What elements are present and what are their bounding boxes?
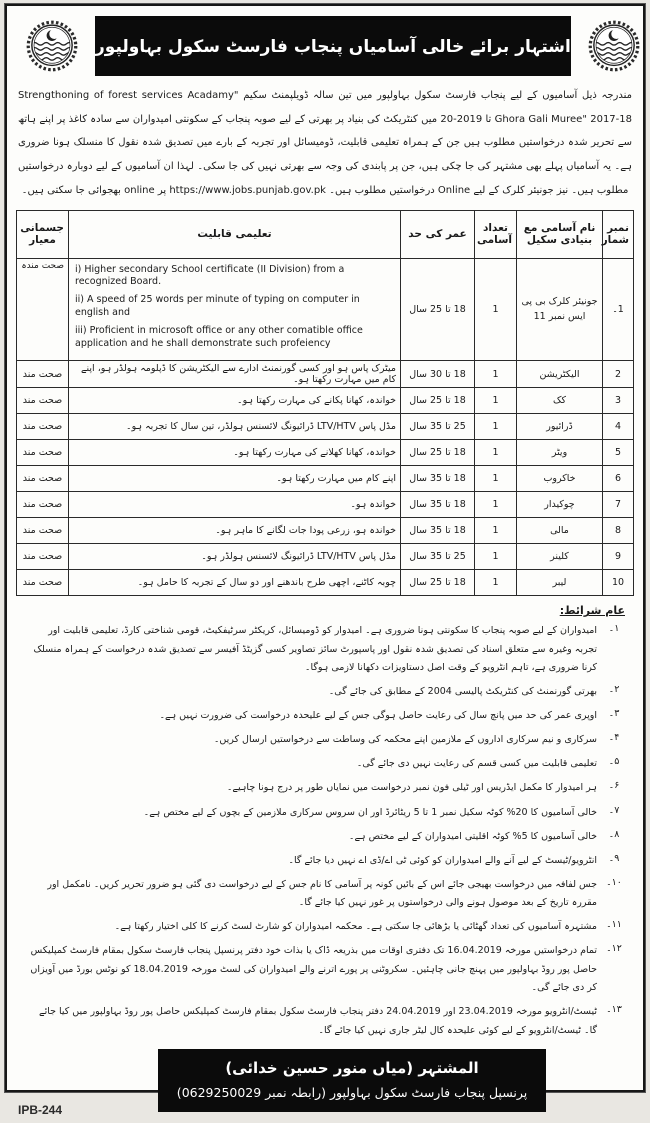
condition-text: جس لفافہ میں درخواست بھیجی جائے اس کے بائیں کونہ پر آسامی کا نام جس کے لیے درخواست دی گئی ہو ضرور تحریر کریں۔ نامکمل اور مقررہ تاریخ کے بعد موصول ہونے والی درخواستوں پر غور نہیں کیا جائے گا۔ bbox=[47, 878, 597, 909]
condition-number: ۲۔ bbox=[608, 684, 620, 696]
intro-paragraph bbox=[16, 84, 634, 203]
qualification-cell: خواندہ ہو۔ bbox=[69, 492, 401, 518]
advertisement-page bbox=[5, 4, 645, 1118]
table-row bbox=[17, 570, 634, 596]
condition-number: ۷۔ bbox=[608, 804, 620, 816]
qualification-line: ii) A speed of 25 words per minute of typing on computer in english and bbox=[75, 294, 360, 318]
advertiser-box bbox=[158, 1049, 546, 1112]
condition-item bbox=[19, 731, 631, 750]
serial-cell: 10 bbox=[603, 570, 634, 596]
table-header-row bbox=[17, 210, 634, 258]
condition-item bbox=[19, 779, 631, 798]
count-cell: 1 bbox=[475, 544, 517, 570]
physical-cell: صحت مند bbox=[17, 570, 69, 596]
age-cell: 18 تا 30 سال bbox=[401, 361, 475, 388]
post-cell: جونیئر کلرک بی پی ایس نمبر 11 bbox=[517, 258, 603, 361]
post-cell: الیکٹریشن bbox=[517, 361, 603, 388]
physical-cell: صحت مند bbox=[17, 440, 69, 466]
serial-cell: 5 bbox=[603, 440, 634, 466]
condition-item bbox=[19, 918, 631, 937]
advertiser-name: المشتہر (میاں منور حسین خدائی) bbox=[225, 1059, 479, 1078]
condition-text: سرکاری و نیم سرکاری اداروں کے ملازمین اپنے محکمہ کی وساطت سے درخواستیں ارسال کریں۔ bbox=[213, 734, 597, 746]
condition-number: ۸۔ bbox=[608, 828, 620, 840]
post-cell: خاکروب bbox=[517, 466, 603, 492]
intro-text: مندرجہ ذیل آسامیوں کے لیے پنجاب فارسٹ سکول بہاولپور میں تین سالہ ڈویلپمنٹ سکیم "Strengthoning of forest services Acadamy Ghora Gali Muree" 2017-18 تا 2019-20 میں کنٹریکٹ کی بنیاد پر بھرتی کے لیے صوبہ پنجاب کے سکونتی امیدواران سے سادہ کاغذ پر اپنے ہاتھ سے تحریر شدہ درخواستیں مطلوب ہیں جن کے ہمراہ تعلیمی قابلیت، ڈومیسائل اور تجربہ کے بارے میں تصدیق شدہ نقول کا منسلک ہونا ضروری ہے۔ یہ آسامیاں پہلے بھی مشتہر کی جا چکی ہیں، جن پر پابندی کی وجہ سے بھرتی نہیں کی جا سکی۔ لہذا ان آسامیوں کے لیے دوبارہ درخواستیں bbox=[18, 90, 633, 172]
post-cell: لیبر bbox=[517, 570, 603, 596]
qualification-cell: مڈل پاس LTV/HTV ڈرائیونگ لائسنس ہولڈر، تین سال کا تجربہ ہو۔ bbox=[69, 414, 401, 440]
age-cell: 18 تا 25 سال bbox=[401, 388, 475, 414]
header bbox=[16, 14, 634, 78]
serial-cell: 6 bbox=[603, 466, 634, 492]
qualification-cell: چوبہ کاٹنے، اچھی طرح باندھنے اور دو سال کے تجربہ کا حامل ہو۔ bbox=[69, 570, 401, 596]
count-cell: 1 bbox=[475, 570, 517, 596]
condition-item bbox=[19, 942, 631, 998]
physical-cell: صحت مند bbox=[17, 518, 69, 544]
age-cell: 18 تا 35 سال bbox=[401, 518, 475, 544]
condition-item bbox=[19, 1003, 631, 1040]
serial-cell: 8 bbox=[603, 518, 634, 544]
table-row bbox=[17, 544, 634, 570]
table-row bbox=[17, 440, 634, 466]
condition-text: تمام درخواستیں مورخہ 16.04.2019 تک دفتری اوقات میں بذریعہ ڈاک یا بذات خود دفتر پرنسپل پنجاب فارسٹ سکول بمقام فارسٹ کمپلیکس حاصل پور روڈ بہاولپور میں پہنچ جانی چاہئیں۔ سکروٹنی پر پورے اترنے والے امیدواران کی لسٹ مورخہ 18.04.2019 کو نوٹس بورڈ میں آویزاں کر دی جائے گی۔ bbox=[30, 945, 597, 994]
qualification-cell: خواندہ، کھانا کھلانے کی مہارت رکھتا ہو۔ bbox=[69, 440, 401, 466]
physical-cell: صحت مند bbox=[17, 388, 69, 414]
condition-number: ۳۔ bbox=[608, 708, 620, 720]
table-row bbox=[17, 388, 634, 414]
condition-text: بھرتی گورنمنٹ کی کنٹریکٹ پالیسی 2004 کے مطابق کی جائے گی۔ bbox=[328, 686, 597, 698]
condition-number: ۴۔ bbox=[608, 732, 620, 744]
post-cell: کک bbox=[517, 388, 603, 414]
physical-cell: صحت مند bbox=[17, 414, 69, 440]
intro-online-line: مطلوب ہیں۔ نیز جونیئر کلرک کے لیے Online درخواستیں مطلوب ہیں۔ https://www.jobs.punjab.gov.pk پر online بھجوائی جا سکتی ہیں۔ bbox=[21, 185, 629, 196]
serial-cell: 3 bbox=[603, 388, 634, 414]
condition-number: ۵۔ bbox=[608, 756, 620, 768]
physical-cell: صحت مند bbox=[17, 361, 69, 388]
condition-item bbox=[19, 876, 631, 913]
table-row bbox=[17, 361, 634, 388]
header-qualification: تعلیمی قابلیت bbox=[69, 210, 401, 258]
physical-cell: صحت مندہ bbox=[17, 258, 69, 361]
post-cell: ڈرائیور bbox=[517, 414, 603, 440]
age-cell: 25 تا 35 سال bbox=[401, 544, 475, 570]
age-cell: 25 تا 35 سال bbox=[401, 414, 475, 440]
condition-number: ۱۰۔ bbox=[606, 876, 622, 888]
count-cell: 1 bbox=[475, 440, 517, 466]
condition-number: ۹۔ bbox=[608, 852, 620, 864]
condition-number: ۱۔ bbox=[608, 623, 620, 635]
principal-contact: پرنسپل پنجاب فارسٹ سکول بہاولپور (رابطہ نمبر 0629250029) bbox=[176, 1084, 528, 1100]
condition-item bbox=[19, 622, 631, 678]
condition-text: انٹرویو/ٹیسٹ کے لیے آنے والے امیدواران کو کوئی ٹی اے/ڈی اے نہیں دیا جائے گا۔ bbox=[288, 854, 597, 866]
serial-cell: 1۔ bbox=[603, 258, 634, 361]
age-cell: 18 تا 25 سال bbox=[401, 570, 475, 596]
condition-text: امیدواران کے لیے صوبہ پنجاب کا سکونتی ہونا ضروری ہے۔ امیدوار کو ڈومیسائل، کریکٹر سرٹیفکیٹ، قومی شناختی کارڈ، تعلیمی قابلیت اور تجربہ وغیرہ سے متعلق اسناد کی تصدیق شدہ نقول اور پاسپورٹ سائز تصاویر کسی گزیٹڈ آفیسر سے تصدیق شدہ درخواست کے ہمراہ منسلک کرنا ضروری ہے، تاہم انٹرویو کے وقت اصل دستاویزات دکھانا لازمی ہوگا۔ bbox=[33, 625, 597, 674]
condition-item bbox=[19, 804, 631, 823]
age-cell: 18 تا 25 سال bbox=[401, 440, 475, 466]
serial-cell: 2 bbox=[603, 361, 634, 388]
qualification-cell: میٹرک پاس ہو اور کسی گورنمنٹ ادارے سے الیکٹریشن کا ڈپلومہ ہولڈر ہو، اپنے کام میں مہارت رکھتا ہو۔ bbox=[69, 361, 401, 388]
header-count: تعداد آسامی bbox=[475, 210, 517, 258]
serial-cell: 9 bbox=[603, 544, 634, 570]
serial-cell: 7 bbox=[603, 492, 634, 518]
punjab-emblem-icon bbox=[16, 15, 88, 77]
condition-item bbox=[19, 707, 631, 726]
header-post: نام آسامی مع بنیادی سکیل bbox=[517, 210, 603, 258]
title-banner: اشتہار برائے خالی آسامیاں پنجاب فارسٹ سکول بہاولپور bbox=[95, 16, 571, 76]
count-cell: 1 bbox=[475, 258, 517, 361]
condition-number: ۱۳۔ bbox=[606, 1004, 622, 1016]
count-cell: 1 bbox=[475, 466, 517, 492]
count-cell: 1 bbox=[475, 492, 517, 518]
punjab-emblem-icon bbox=[578, 15, 650, 77]
qualification-cell: خواندہ، کھانا پکانے کی مہارت رکھتا ہو۔ bbox=[69, 388, 401, 414]
count-cell: 1 bbox=[475, 414, 517, 440]
qualification-cell bbox=[69, 258, 401, 361]
physical-cell: صحت مند bbox=[17, 466, 69, 492]
table-row bbox=[17, 258, 634, 361]
qualification-line: i) Higher secondary School certificate (II Division) from a recognized Board. bbox=[75, 263, 345, 288]
condition-text: تعلیمی قابلیت میں کسی قسم کی رعایت نہیں دی جائے گی۔ bbox=[356, 758, 597, 770]
footer bbox=[16, 1049, 634, 1123]
table-row bbox=[17, 466, 634, 492]
count-cell: 1 bbox=[475, 518, 517, 544]
count-cell: 1 bbox=[475, 361, 517, 388]
condition-text: خالی آسامیوں کا 5% کوٹہ اقلیتی امیدواران کے لیے مختص ہے۔ bbox=[348, 830, 597, 842]
condition-item bbox=[19, 852, 631, 871]
count-cell: 1 bbox=[475, 388, 517, 414]
condition-item bbox=[19, 755, 631, 774]
physical-cell: صحت مند bbox=[17, 492, 69, 518]
table-row bbox=[17, 414, 634, 440]
age-cell: 18 تا 35 سال bbox=[401, 466, 475, 492]
condition-number: ۶۔ bbox=[608, 780, 620, 792]
condition-text: اوپری عمر کی حد میں پانچ سال کی رعایت حاصل ہوگی جس کے لیے علیحدہ درخواست کی ضرورت نہیں ہے۔ bbox=[159, 710, 597, 722]
qualification-line: iii) Proficient in microsoft office or any other comatible office application and he shall demonstrate such profeiency bbox=[75, 324, 363, 349]
condition-number: ۱۲۔ bbox=[606, 943, 622, 955]
serial-cell: 4 bbox=[603, 414, 634, 440]
qualification-cell: مڈل پاس LTV/HTV ڈرائیونگ لائسنس ہولڈر ہو۔ bbox=[69, 544, 401, 570]
condition-item bbox=[19, 683, 631, 702]
header-age: عمر کی حد bbox=[401, 210, 475, 258]
post-cell: ویٹر bbox=[517, 440, 603, 466]
condition-text: مشتہرہ آسامیوں کی تعداد گھٹائی یا بڑھائی جا سکتی ہے۔ محکمہ امیدواران کو شارٹ لسٹ کرنے کا کلی اختیار رکھتا ہے۔ bbox=[114, 921, 597, 933]
header-physical: جسمانی معیار bbox=[17, 210, 69, 258]
condition-text: خالی آسامیوں کا 20% کوٹہ سکیل نمبر 1 تا 5 ریٹائرڈ اور ان سروس سرکاری ملازمین کے بچوں کے لیے مختص ہے۔ bbox=[143, 806, 597, 818]
condition-text: ٹیسٹ/انٹرویو مورخہ 23.04.2019 اور 24.04.2019 دفتر پنجاب فارسٹ سکول بمقام فارسٹ کمپلیکس حاصل پور روڈ بہاولپور میں کیا جائے گا۔ ٹیسٹ/انٹرویو کے لیے کوئی علیحدہ کال لیٹر جاری نہیں کیا جائے گا۔ bbox=[39, 1006, 597, 1036]
post-cell: مالی bbox=[517, 518, 603, 544]
table-row bbox=[17, 518, 634, 544]
press-code: IPB-244 bbox=[18, 1103, 63, 1118]
qualification-cell: اپنے کام میں مہارت رکھتا ہو۔ bbox=[69, 466, 401, 492]
physical-cell: صحت مند bbox=[17, 544, 69, 570]
conditions-title: عام شرائط: bbox=[559, 604, 625, 618]
condition-item bbox=[19, 828, 631, 847]
age-cell: 18 تا 35 سال bbox=[401, 492, 475, 518]
post-cell: کلینر bbox=[517, 544, 603, 570]
qualification-cell: خواندہ ہو، زرعی پودا جات لگانے کا ماہر ہو۔ bbox=[69, 518, 401, 544]
general-conditions bbox=[16, 604, 634, 1040]
age-cell: 18 تا 25 سال bbox=[401, 258, 475, 361]
vacancies-table bbox=[16, 210, 634, 597]
condition-number: ۱۱۔ bbox=[606, 919, 622, 931]
header-serial: نمبر شمار bbox=[603, 210, 634, 258]
condition-text: ہر امیدوار کا مکمل ایڈریس اور ٹیلی فون نمبر درخواست میں نمایاں طور پر درج ہونا چاہیے۔ bbox=[226, 782, 597, 794]
table-row bbox=[17, 492, 634, 518]
post-cell: چوکیدار bbox=[517, 492, 603, 518]
